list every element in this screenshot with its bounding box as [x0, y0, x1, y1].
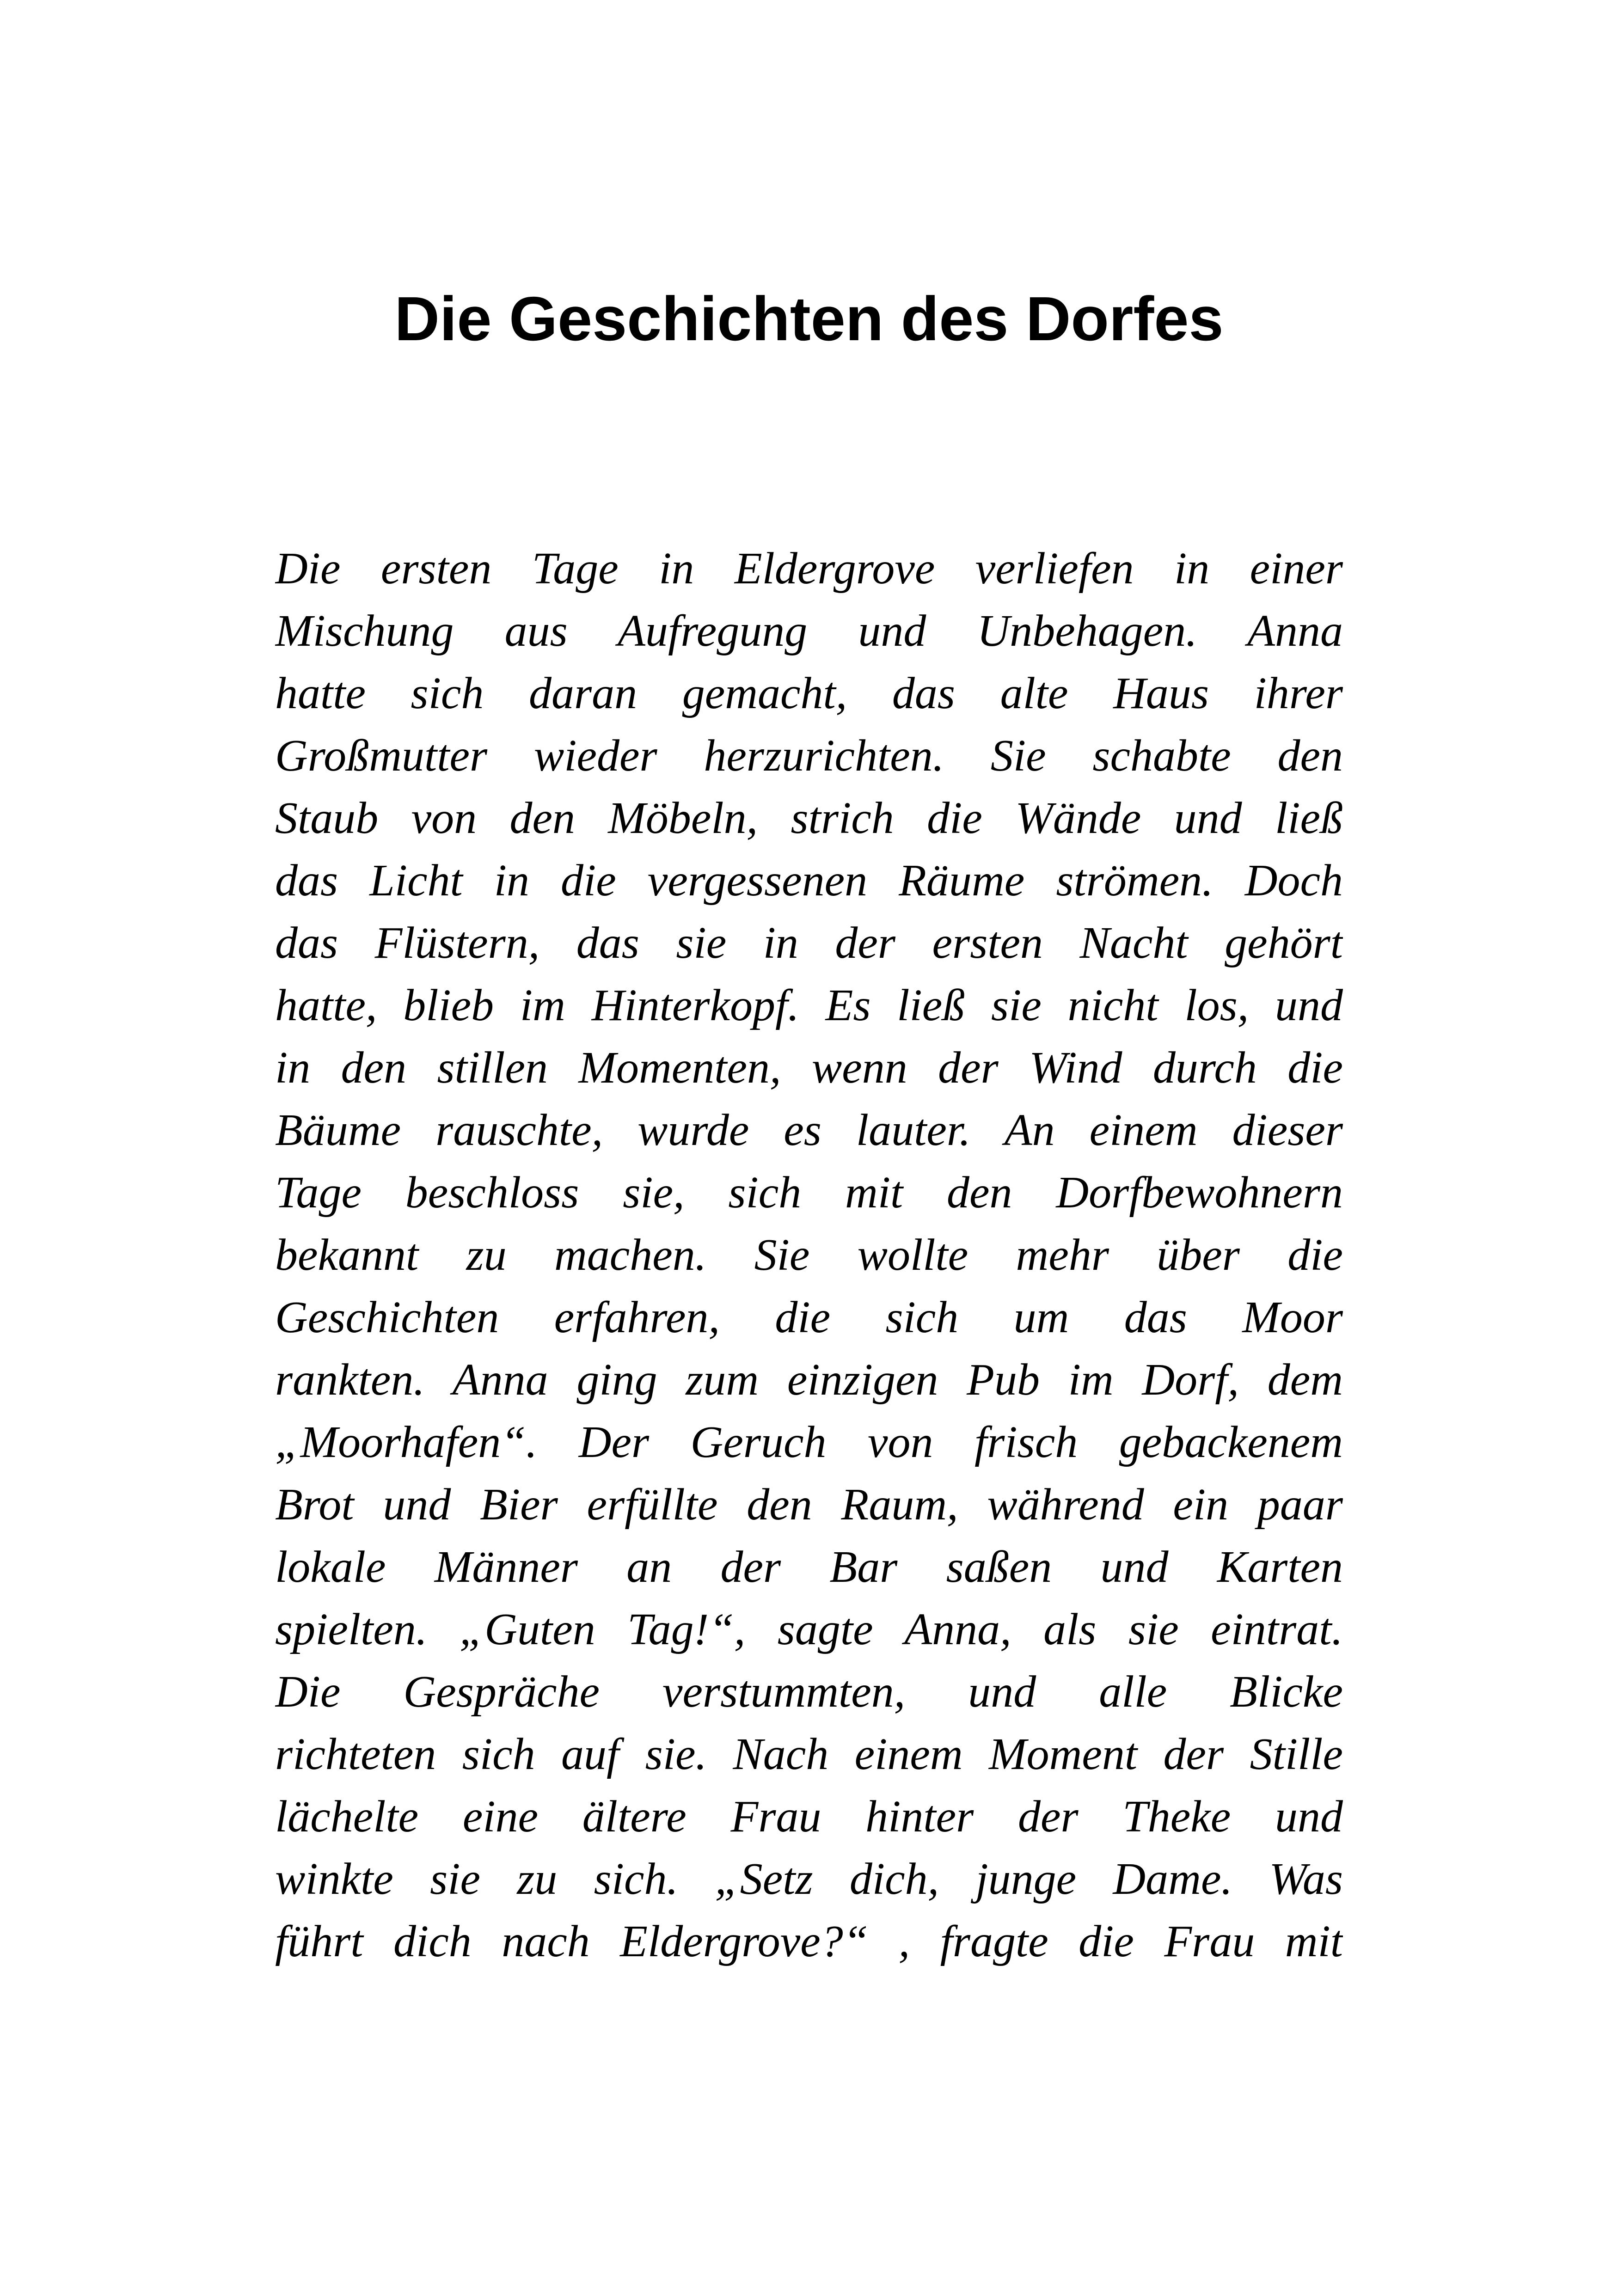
text-line: das Flüstern, das sie in der ersten Nacht gehört [275, 918, 1343, 968]
text-line: Mischung aus Aufregung und Unbehagen. Anna [275, 606, 1343, 656]
text-line: das Licht in die vergessenen Räume strömen. Doch [275, 856, 1343, 906]
text-line: Staub von den Möbeln, strich die Wände und ließ [275, 793, 1343, 843]
text-line: hatte sich daran gemacht, das alte Haus ihrer [275, 668, 1343, 718]
text-line: in den stillen Momenten, wenn der Wind durch die [275, 1043, 1343, 1093]
text-line: Großmutter wieder herzurichten. Sie schabte den [275, 731, 1343, 781]
text-line: spielten. „Guten Tag!“, sagte Anna, als sie eintrat. [275, 1604, 1343, 1654]
text-line: lokale Männer an der Bar saßen und Karten [275, 1542, 1343, 1592]
page-title: Die Geschichten des Dorfes [394, 284, 1224, 354]
text-line: lächelte eine ältere Frau hinter der Theke und [275, 1792, 1343, 1842]
text-line: führt dich nach Eldergrove?“ , fragte die Frau mit [275, 1916, 1343, 1966]
text-line: Die ersten Tage in Eldergrove verliefen in einer [275, 544, 1343, 594]
text-line: Geschichten erfahren, die sich um das Moor [275, 1292, 1343, 1342]
text-line: winkte sie zu sich. „Setz dich, junge Dame. Was [275, 1854, 1343, 1904]
text-line: hatte, blieb im Hinterkopf. Es ließ sie nicht los, und [275, 980, 1343, 1030]
body-paragraph [275, 538, 1343, 1973]
text-line: „Moorhafen“. Der Geruch von frisch gebackenem [275, 1417, 1343, 1467]
text-line: Bäume rauschte, wurde es lauter. An einem dieser [275, 1105, 1343, 1155]
text-line: Die Gespräche verstummten, und alle Blicke [275, 1667, 1343, 1717]
text-line: Tage beschloss sie, sich mit den Dorfbewohnern [275, 1168, 1343, 1218]
text-line: bekannt zu machen. Sie wollte mehr über die [275, 1230, 1343, 1280]
text-line: richteten sich auf sie. Nach einem Moment der Stille [275, 1729, 1343, 1779]
text-line: rankten. Anna ging zum einzigen Pub im Dorf, dem [275, 1355, 1343, 1405]
text-line: Brot und Bier erfüllte den Raum, während ein paar [275, 1480, 1343, 1530]
